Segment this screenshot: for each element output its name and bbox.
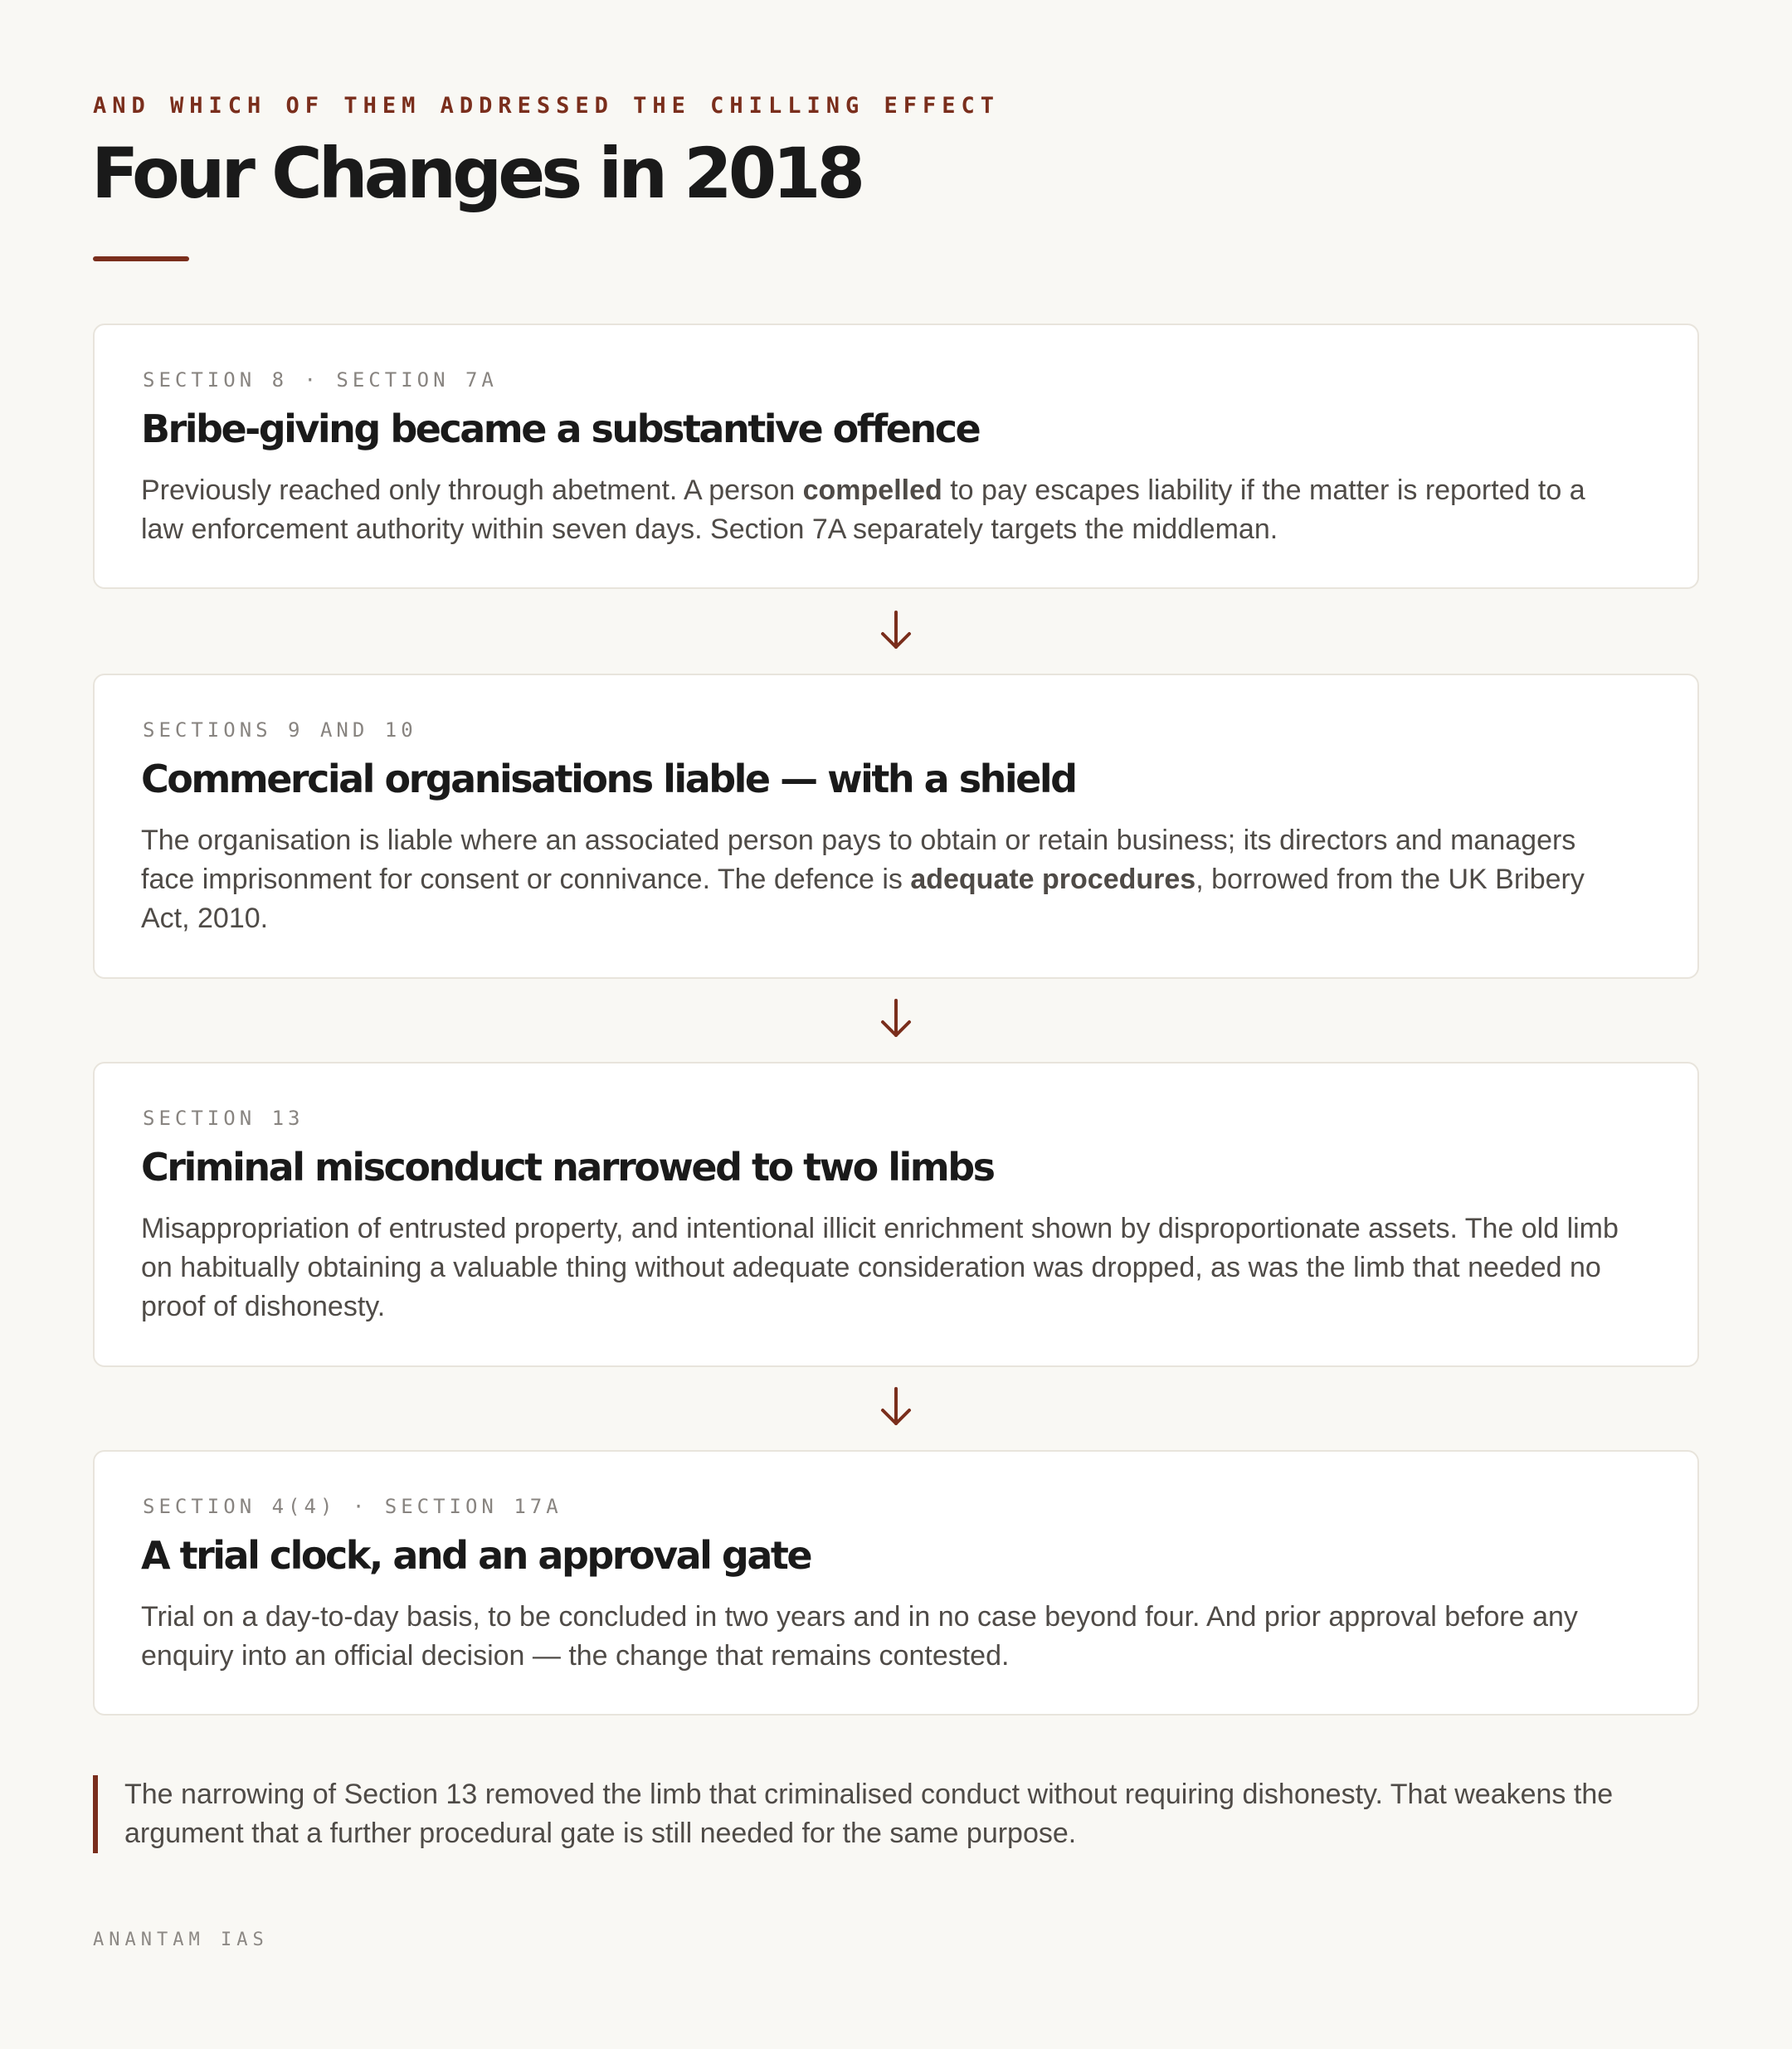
card-section-label: SECTION 4(4) · SECTION 17A: [143, 1495, 562, 1518]
callout-text: The narrowing of Section 13 removed the limb that criminalised conduct without requiring dishonesty. That weakens the argument that a further procedural gate is still needed for the same purpose.: [124, 1779, 1614, 1849]
change-card-3: [93, 1062, 1699, 1367]
card-body: The organisation is liable where an associated person pays to obtain or retain business; its directors and managers face imprisonment for consent or connivance. The defence is adequate procedures, borrowed from the UK Bribery Act, 2010.: [141, 825, 1585, 934]
card-title: A trial clock, and an approval gate: [141, 1533, 811, 1578]
arrow-down-icon: [876, 1384, 916, 1430]
card-body-emphasis: compelled: [802, 475, 942, 506]
change-card-1: [93, 324, 1699, 589]
change-card-2: [93, 674, 1699, 979]
conclusion-callout: [93, 1775, 1699, 1853]
title-underline: [93, 256, 189, 261]
change-card-4: [93, 1450, 1699, 1716]
card-title: Commercial organisations liable — with a shield: [141, 757, 1076, 801]
page-title: Four Changes in 2018: [91, 133, 862, 214]
card-body-emphasis: adequate procedures: [910, 864, 1196, 895]
card-section-label: SECTIONS 9 AND 10: [143, 718, 417, 742]
card-section-label: SECTION 8 · SECTION 7A: [143, 368, 498, 392]
card-body: Misappropriation of entrusted property, and intentional illicit enrichment shown by disproportionate assets. The old limb on habitually obtaining a valuable thing without adequate consideration was dropped, as was the limb that needed no proof of dishonesty.: [141, 1213, 1619, 1322]
card-body: Previously reached only through abetment. A person compelled to pay escapes liability if the matter is reported to a law enforcement authority within seven days. Section 7A separately targets the middleman.: [141, 475, 1585, 545]
arrow-down-icon: [876, 995, 916, 1042]
footer-brand: ANANTAM IAS: [93, 1930, 269, 1950]
eyebrow: AND WHICH OF THEM ADDRESSED THE CHILLING EFFECT: [93, 93, 1001, 119]
arrow-down-icon: [876, 607, 916, 654]
card-title: Criminal misconduct narrowed to two limbs: [141, 1145, 994, 1190]
card-section-label: SECTION 13: [143, 1107, 304, 1130]
card-body: Trial on a day-to-day basis, to be concluded in two years and in no case beyond four. And prior approval before any enquiry into an official decision — the change that remains contested.: [141, 1601, 1578, 1672]
card-title: Bribe-giving became a substantive offence: [141, 406, 980, 451]
